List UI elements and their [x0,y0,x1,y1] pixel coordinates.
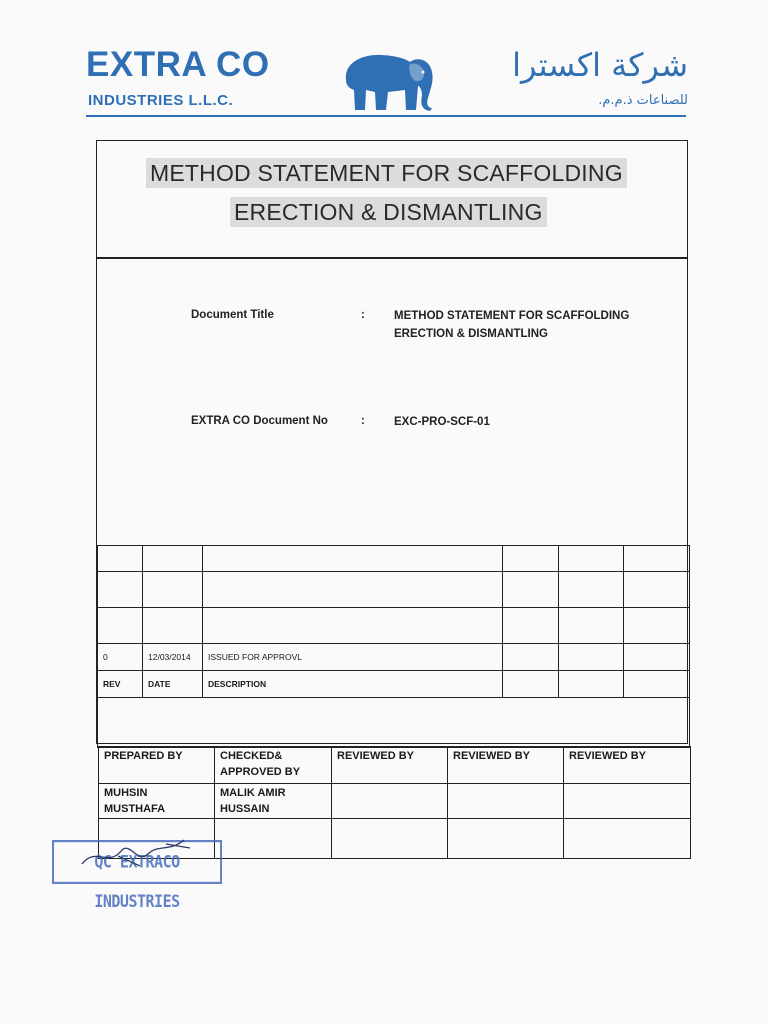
prepared-by-header: PREPARED BY [99,747,215,784]
empty-cell [624,546,690,572]
empty-cell [559,572,624,608]
document-title-label: Document Title [191,309,274,321]
signature-scribble [78,834,198,874]
rev-cell: 0 [98,644,143,671]
revision-table [97,545,690,748]
empty-cell [564,784,691,819]
revision-header-row [98,671,690,698]
description-cell: ISSUED FOR APPROVL [203,644,503,671]
empty-cell [448,784,564,819]
document-main-title-line-1: METHOD STATEMENT FOR SCAFFOLDING [146,158,627,188]
date-cell [143,546,203,572]
empty-cell [624,608,690,644]
empty-cell [624,671,690,698]
empty-cell [503,572,559,608]
signature-cell [215,819,332,859]
empty-cell [503,608,559,644]
company-name-arabic: شركة اكسترا [512,46,688,84]
description-cell [203,608,503,644]
document-number-value: EXC-PRO-SCF-01 [394,416,490,428]
colon-separator: : [361,415,365,427]
spacer-row [98,698,690,748]
rev-cell [98,572,143,608]
reviewed-by-header: REVIEWED BY [332,747,448,784]
empty-cell [559,671,624,698]
revision-row [98,644,690,671]
checked-by-name: MALIK AMIR HUSSAIN [215,784,332,819]
signature-cell [332,819,448,859]
company-name: EXTRA CO [86,45,270,84]
rev-cell [98,608,143,644]
date-header: DATE [143,671,203,698]
document-title-value-line-2: ERECTION & DISMANTLING [394,328,548,340]
header-divider [86,115,686,117]
reviewed-by-header: REVIEWED BY [564,747,691,784]
date-cell: 12/03/2014 [143,644,203,671]
signature-cell [564,819,691,859]
signoff-name-row [99,784,691,819]
document-title-value-line-1: METHOD STATEMENT FOR SCAFFOLDING [394,310,630,322]
title-divider [97,257,687,259]
empty-cell [503,644,559,671]
empty-cell [332,784,448,819]
description-cell [203,572,503,608]
revision-row [98,572,690,608]
company-subtitle-arabic: للصناعات ذ.م.م. [598,93,688,108]
empty-cell [503,671,559,698]
empty-cell [559,608,624,644]
elephant-icon [338,50,438,112]
rev-cell [98,546,143,572]
date-cell [143,572,203,608]
revision-row [98,608,690,644]
rev-header: REV [98,671,143,698]
description-cell [203,546,503,572]
document-title-value [394,307,654,343]
empty-cell [624,572,690,608]
colon-separator: : [361,309,365,321]
document-number-label: EXTRA CO Document No [191,415,328,427]
qc-stamp: QC EXTRACO INDUSTRIES [52,840,222,884]
empty-cell [559,644,624,671]
date-cell [143,608,203,644]
revision-row [98,546,690,572]
empty-cell [98,698,690,748]
description-header: DESCRIPTION [203,671,503,698]
empty-cell [559,546,624,572]
prepared-by-name: MUHSIN MUSTHAFA [99,784,215,819]
company-subtitle: INDUSTRIES L.L.C. [88,92,234,109]
document-main-title-line-2: ERECTION & DISMANTLING [230,197,547,227]
empty-cell [503,546,559,572]
reviewed-by-header: REVIEWED BY [448,747,564,784]
signoff-header-row [99,747,691,784]
checked-approved-header: CHECKED& APPROVED BY [215,747,332,784]
empty-cell [624,644,690,671]
signature-cell [448,819,564,859]
